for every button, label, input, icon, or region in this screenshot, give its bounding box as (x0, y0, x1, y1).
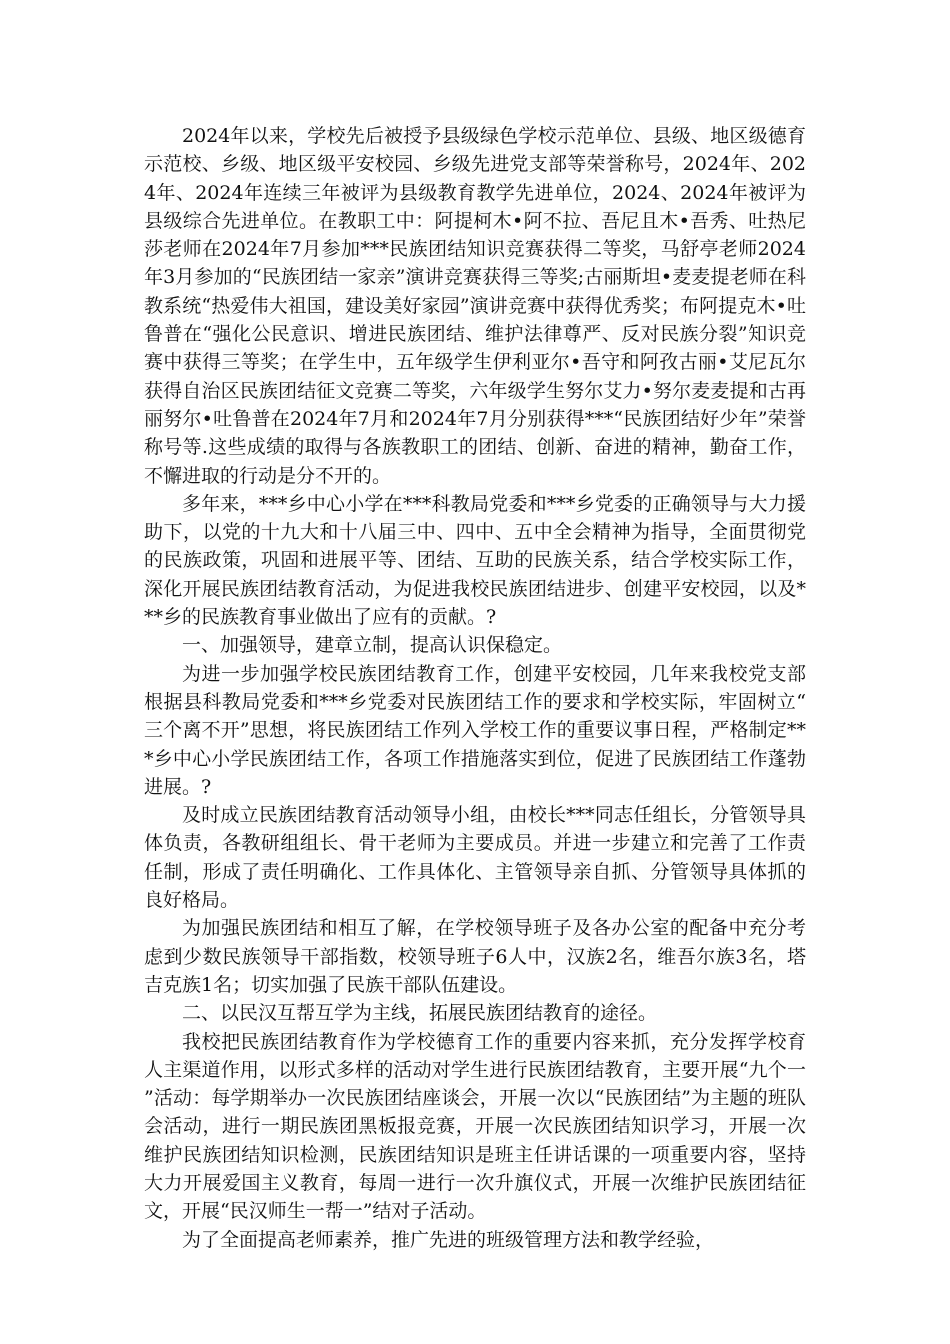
paragraph-cadre: 为加强民族团结和相互了解，在学校领导班子及各办公室的配备中充分考虑到少数民族领导干部指数，校领导班子6人中，汉族2名，维吾尔族3名，塔吉克族1名；切实加强了民族干部队伍建设。 (144, 917, 806, 996)
paragraph-leading-group: 及时成立民族团结教育活动领导小组，由校长***同志任组长，分管领导具体负责，各教研组组长、骨干老师为主要成员。并进一步建立和完善了工作责任制，形成了责任明确化、工作具体化、主管领导亲自抓、分管领导具体抓的良好格局。 (144, 804, 806, 912)
document-body (144, 122, 806, 1254)
section-heading-1: 一、加强领导，建章立制，提高认识保稳定。 (182, 634, 563, 657)
paragraph-honors: 2024年以来，学校先后被授予县级绿色学校示范单位、县级、地区级德育示范校、乡级、地区级平安校园、乡级先进党支部等荣誉称号，2024年、2024年、2024年连续三年被评为县级教育教学先进单位，2024、2024年被评为县级综合先进单位。在教职工中：阿提柯木•阿不拉、吾尼且木•吾秀、吐热尼莎老师在2024年7月参加***民族团结知识竞赛获得二等奖，马舒亭老师2024年3月参加的“民族团结一家亲”演讲竞赛获得三等奖;古丽斯坦•麦麦提老师在科教系统“热爱伟大祖国，建设美好家园”演讲竞赛中获得优秀奖；布阿提克木•吐鲁普在“强化公民意识、增进民族团结、维护法律尊严、反对民族分裂”知识竞赛中获得三等奖；在学生中，五年级学生伊利亚尔•吾守和阿孜古丽•艾尼瓦尔获得自治区民族团结征文竞赛二等奖，六年级学生努尔艾力•努尔麦麦提和古再丽努尔•吐鲁普在2024年7月和2024年7月分别获得***“民族团结好少年”荣誉称号等.这些成绩的取得与各族教职工的团结、创新、奋进的精神，勤奋工作，不懈进取的行动是分不开的。 (144, 125, 806, 487)
paragraph-teacher-quality: 为了全面提高老师素养，推广先进的班级管理方法和教学经验， (182, 1228, 715, 1251)
paragraph-overview: 多年来，***乡中心小学在***科教局党委和***乡党委的正确领导与大力援助下，以党的十九大和十八届三中、四中、五中全会精神为指导，全面贯彻党的民族政策，巩固和进展平等、团结、互助的民族关系，结合学校实际工作，深化开展民族团结教育活动，为促进我校民族团结进步、创建平安校园，以及***乡的民族教育事业做出了应有的贡献。? (144, 492, 806, 629)
paragraph-activities: 我校把民族团结教育作为学校德育工作的重要内容来抓，充分发挥学校育人主渠道作用，以形式多样的活动对学生进行民族团结教育，主要开展“九个一”活动：每学期举办一次民族团结座谈会，开展一次以“民族团结”为主题的班队会活动，进行一期民族团黑板报竞赛，开展一次民族团结知识学习，开展一次维护民族团结知识检测，民族团结知识是班主任讲话课的一项重要内容，坚持大力开展爱国主义教育，每周一进行一次升旗仪式，开展一次维护民族团结征文，开展“民汉师生一帮一”结对子活动。 (144, 1030, 806, 1223)
section-heading-2: 二、以民汉互帮互学为主线，拓展民族团结教育的途径。 (182, 1002, 658, 1025)
paragraph-leadership: 为进一步加强学校民族团结教育工作，创建平安校园，几年来我校党支部根据县科教局党委和***乡党委对民族团结工作的要求和学校实际，牢固树立“三个离不开”思想，将民族团结工作列入学校工作的重要议事日程，严格制定***乡中心小学民族团结工作，各项工作措施落实到位，促进了民族团结工作蓬勃进展。? (144, 662, 806, 798)
